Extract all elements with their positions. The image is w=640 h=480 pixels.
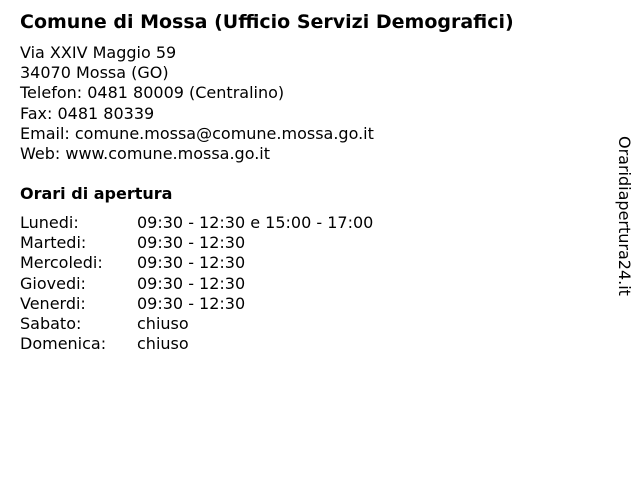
city-line: 34070 Mossa (GO) xyxy=(20,63,169,83)
day-label: Giovedi: xyxy=(20,273,86,293)
page-title: Comune di Mossa (Ufficio Servizi Demografici) xyxy=(20,11,514,33)
time-value: 09:30 - 12:30 xyxy=(137,253,246,273)
day-label: Venerdi: xyxy=(20,293,86,313)
watermark-text: Oraridiapertura24.it xyxy=(615,136,634,296)
web-line: Web: www.comune.mossa.go.it xyxy=(20,143,271,163)
day-label: Lunedi: xyxy=(20,213,79,232)
contact-info xyxy=(20,43,374,164)
fax-line: Fax: 0481 80339 xyxy=(20,103,155,123)
phone-line: Telefon: 0481 80009 (Centralino) xyxy=(20,83,285,103)
day-label: Mercoledi: xyxy=(20,253,103,273)
time-value: 09:30 - 12:30 xyxy=(137,273,246,293)
day-label: Martedi: xyxy=(20,233,87,253)
watermark xyxy=(612,136,636,308)
time-value: 09:30 - 12:30 xyxy=(137,293,246,313)
address-line: Via XXIV Maggio 59 xyxy=(20,43,177,62)
hours-heading: Orari di apertura xyxy=(20,184,173,203)
time-value: 09:30 - 12:30 xyxy=(137,233,246,253)
day-label: Domenica: xyxy=(20,334,107,354)
day-label: Sabato: xyxy=(20,313,82,333)
time-value: 09:30 - 12:30 e 15:00 - 17:00 xyxy=(137,213,374,232)
time-value: chiuso xyxy=(137,334,189,354)
email-line: Email: comune.mossa@comune.mossa.go.it xyxy=(20,123,374,143)
time-value: chiuso xyxy=(137,313,189,333)
